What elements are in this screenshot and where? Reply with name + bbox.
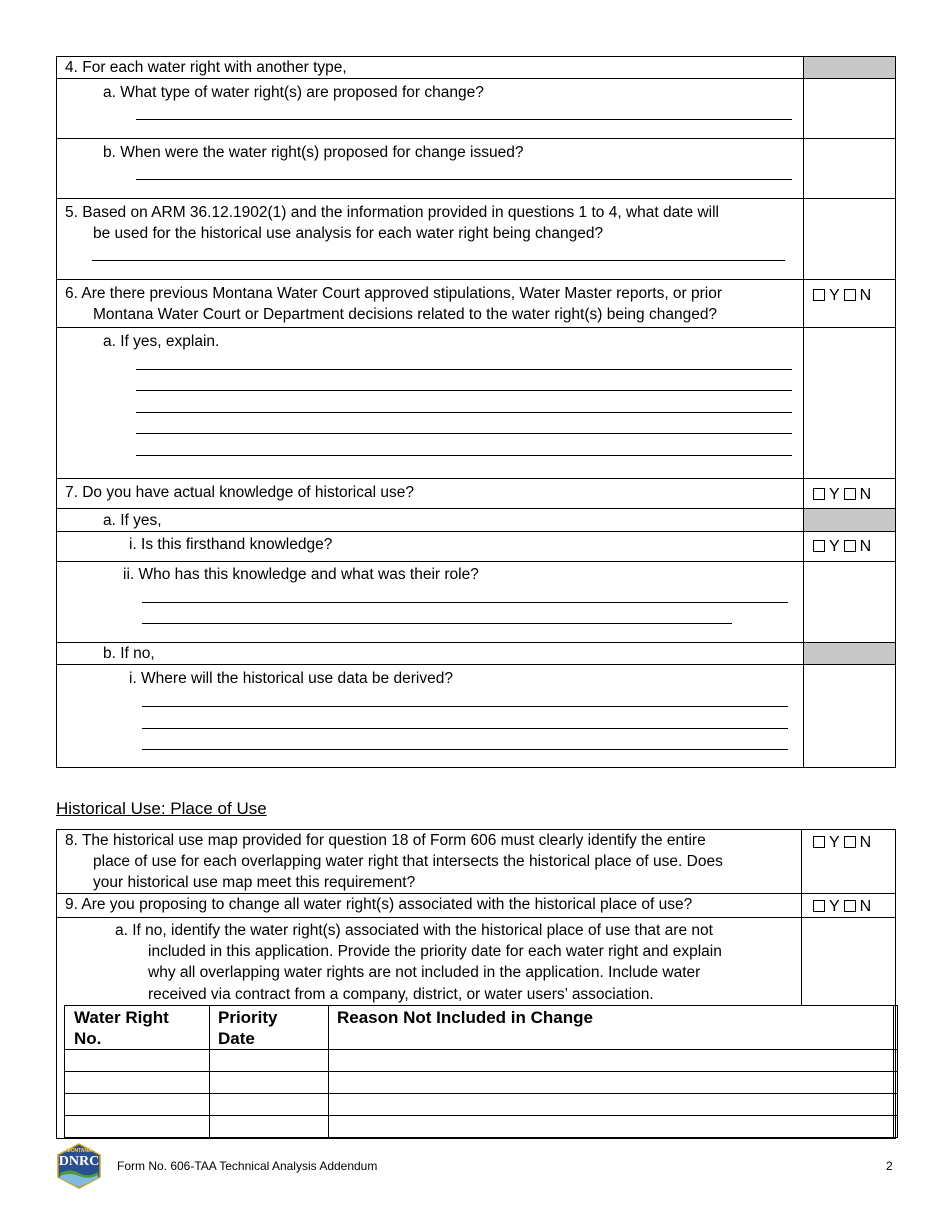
yes-label: Y (829, 287, 840, 304)
checkbox-yes-9[interactable] (813, 900, 825, 912)
logo-text: DNRC (58, 1154, 100, 1169)
row-divider (56, 138, 896, 139)
answer-line-6a-4[interactable] (136, 433, 792, 434)
header-priority-date (218, 1007, 278, 1049)
row-divider (56, 78, 896, 79)
no-label: N (859, 538, 872, 555)
yes-no-7ai[interactable] (813, 537, 871, 557)
no-label: N (859, 898, 872, 915)
checkbox-no-7[interactable] (844, 488, 856, 500)
yes-label: Y (829, 898, 840, 915)
question-9a-line2: included in this application. Provide the priority date for each water right and explain (148, 943, 722, 960)
checkbox-no-7ai[interactable] (844, 540, 856, 552)
question-7a-i: i. Is this firsthand knowledge? (129, 536, 333, 553)
header-reason: Reason Not Included in Change (337, 1008, 593, 1027)
row-divider (56, 664, 896, 665)
form-label: Form No. 606-TAA Technical Analysis Addendum (117, 1159, 378, 1173)
table-cell[interactable] (65, 1116, 209, 1137)
checkbox-yes-7[interactable] (813, 488, 825, 500)
answer-line-7bi-2[interactable] (142, 728, 788, 729)
question-9: 9. Are you proposing to change all water right(s) associated with the historical place of use? (65, 896, 693, 913)
question-5-line1: 5. Based on ARM 36.12.1902(1) and the information provided in questions 1 to 4, what date will (65, 204, 719, 221)
no-label: N (859, 834, 872, 851)
header-text: Water Right (74, 1008, 169, 1027)
table-cell[interactable] (329, 1094, 893, 1115)
checkbox-yes-8[interactable] (813, 836, 825, 848)
answer-line-6a-3[interactable] (136, 412, 792, 413)
question-4: 4. For each water right with another type, (65, 59, 347, 76)
no-label: N (859, 486, 872, 503)
answer-line-5[interactable] (92, 260, 785, 261)
answer-line-4b[interactable] (136, 179, 792, 180)
answer-line-6a-1[interactable] (136, 369, 792, 370)
page-number: 2 (886, 1159, 893, 1173)
checkbox-no-8[interactable] (844, 836, 856, 848)
table-cell[interactable] (65, 1072, 209, 1093)
yes-no-6[interactable] (813, 286, 871, 306)
row-divider (56, 327, 896, 328)
answer-line-7aii-2[interactable] (142, 623, 732, 624)
question-9a-line4: received via contract from a company, district, or water users’ association. (148, 986, 654, 1003)
question-8-line3: your historical use map meet this requirement? (93, 874, 416, 891)
row-divider (56, 917, 896, 918)
table-cell[interactable] (329, 1072, 893, 1093)
table-cell[interactable] (210, 1072, 328, 1093)
table-cell[interactable] (210, 1116, 328, 1137)
yes-label: Y (829, 538, 840, 555)
header-text: No. (74, 1029, 102, 1048)
answer-line-7bi-3[interactable] (142, 749, 788, 750)
row-divider (56, 478, 896, 479)
yes-label: Y (829, 486, 840, 503)
row-divider (56, 642, 896, 643)
checkbox-yes-6[interactable] (813, 289, 825, 301)
answer-line-4a[interactable] (136, 119, 792, 120)
table-cell[interactable] (65, 1050, 209, 1071)
yes-label: Y (829, 834, 840, 851)
yes-no-8[interactable] (813, 833, 871, 853)
yes-no-9[interactable] (813, 897, 871, 917)
question-6a: a. If yes, explain. (103, 333, 220, 350)
question-4b: b. When were the water right(s) proposed for change issued? (103, 144, 524, 161)
table-cell[interactable] (210, 1050, 328, 1071)
answer-cell-gray-q4 (804, 57, 895, 78)
table-cell[interactable] (329, 1050, 893, 1071)
question-7a: a. If yes, (103, 512, 162, 529)
question-7b: b. If no, (103, 645, 155, 662)
row-divider (56, 279, 896, 280)
yes-no-7[interactable] (813, 485, 871, 505)
checkbox-no-9[interactable] (844, 900, 856, 912)
header-text: Date (218, 1029, 255, 1048)
answer-line-7aii-1[interactable] (142, 602, 788, 603)
question-7a-ii: ii. Who has this knowledge and what was their role? (123, 566, 479, 583)
question-6-line1: 6. Are there previous Montana Water Court approved stipulations, Water Master reports, or prior (65, 285, 723, 302)
question-8-line2: place of use for each overlapping water right that intersects the historical place of use. Does (93, 853, 723, 870)
row-divider (56, 561, 896, 562)
question-4a: a. What type of water right(s) are proposed for change? (103, 84, 484, 101)
section-title: Historical Use: Place of Use (56, 799, 267, 818)
question-7b-i: i. Where will the historical use data be derived? (129, 670, 453, 687)
checkbox-yes-7ai[interactable] (813, 540, 825, 552)
table-cell[interactable] (329, 1116, 893, 1137)
question-6-line2: Montana Water Court or Department decisions related to the water right(s) being changed? (93, 306, 718, 323)
logo-top-text: MONTANA (66, 1148, 92, 1154)
no-label: N (859, 287, 872, 304)
question-7: 7. Do you have actual knowledge of historical use? (65, 484, 414, 501)
answer-cell-gray-q7a (804, 509, 895, 531)
question-8-line1: 8. The historical use map provided for question 18 of Form 606 must clearly identify the entire (65, 832, 706, 849)
answer-cell-gray-q7b (804, 643, 895, 664)
header-water-right-no (74, 1007, 169, 1049)
row-divider (56, 198, 896, 199)
answer-line-6a-2[interactable] (136, 390, 792, 391)
dnrc-logo (56, 1143, 102, 1189)
row-divider (56, 508, 896, 509)
answer-line-7bi-1[interactable] (142, 706, 788, 707)
table-cell[interactable] (65, 1094, 209, 1115)
question-5-line2: be used for the historical use analysis for each water right being changed? (93, 225, 604, 242)
table-cell[interactable] (210, 1094, 328, 1115)
answer-line-6a-5[interactable] (136, 455, 792, 456)
checkbox-no-6[interactable] (844, 289, 856, 301)
question-9a-line3: why all overlapping water rights are not included in the application. Include water (148, 964, 701, 981)
question-9a-line1: a. If no, identify the water right(s) associated with the historical place of use that are not (115, 922, 713, 939)
header-text: Priority (218, 1008, 278, 1027)
row-divider (56, 531, 896, 532)
